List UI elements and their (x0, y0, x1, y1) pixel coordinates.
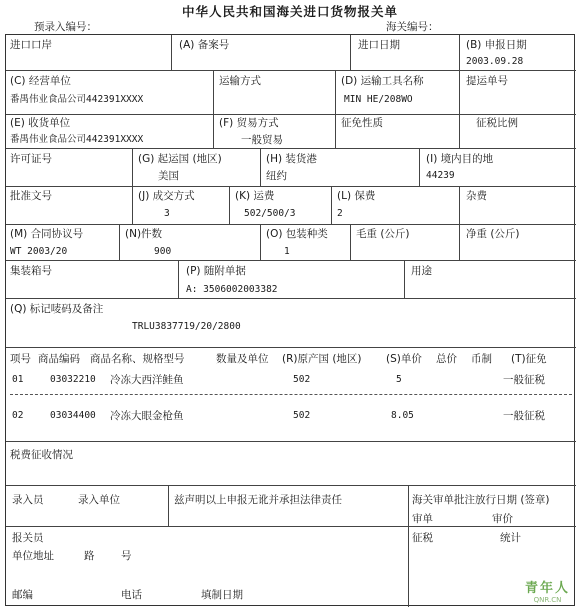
col-divider (260, 224, 261, 260)
declaration-statement: 兹声明以上申报无讹并承担法律责任 (174, 494, 342, 506)
usage-label: 用途 (411, 265, 432, 277)
watermark-url: QNR.CN (533, 596, 562, 604)
goods-header-no: 项号 (10, 353, 31, 365)
price-review-label: 审价 (492, 513, 513, 525)
pieces-value: 900 (154, 246, 172, 257)
approval-label: 批准文号 (10, 190, 52, 202)
col-divider (260, 148, 261, 186)
declare-date-label: (B) 申报日期 (466, 39, 527, 51)
port-label: (H) 装货港 (266, 153, 317, 165)
phone-label: 电话 (121, 589, 142, 601)
tax-ratio-label: 征税比例 (476, 117, 518, 129)
goods-header-tax: (T)征免 (511, 353, 547, 365)
number-label: 号 (121, 550, 132, 562)
import-port-label: 进口口岸 (10, 39, 52, 51)
address-label: 单位地址 (12, 550, 54, 562)
port-value: 纽约 (266, 170, 287, 182)
declarer-label: 报关员 (12, 532, 44, 544)
goods-header-origin: (R)原产国 (地区) (282, 353, 362, 365)
contract-label: (M) 合同协议号 (10, 228, 84, 240)
license-label: 许可证号 (10, 153, 52, 165)
goods-row-name: 冷冻大西洋鲑鱼 (110, 374, 184, 386)
vehicle-label: (D) 运输工具名称 (341, 75, 424, 87)
goods-header-total: 总价 (436, 353, 457, 365)
col-divider (350, 35, 351, 70)
statistics-label: 统计 (500, 532, 521, 544)
tax-section-label: 税费征收情况 (10, 449, 73, 461)
freight-label: (K) 运费 (235, 190, 275, 202)
row-divider (6, 441, 576, 442)
col-divider (331, 186, 332, 224)
package-label: (O) 包装种类 (266, 228, 328, 240)
consignee-value: 番禺伟业食品公司442391XXXX (10, 134, 144, 145)
declare-date-value: 2003.09.28 (466, 56, 524, 67)
goods-row-tax: 一般征税 (503, 374, 545, 386)
trade-value: 一般贸易 (241, 134, 283, 146)
marks-label: (Q) 标记唛码及备注 (10, 303, 104, 315)
goods-row-origin: 502 (293, 410, 311, 421)
goods-header-name: 商品名称、规格型号 (90, 353, 185, 365)
goods-header-price: (S)单价 (386, 353, 422, 365)
goods-row-code: 03032210 (50, 374, 96, 385)
package-value: 1 (284, 246, 290, 257)
review-label: 审单 (412, 513, 433, 525)
exemption-label: 征免性质 (341, 117, 383, 129)
col-divider (419, 148, 420, 186)
road-label: 路 (84, 550, 95, 562)
pieces-label: (N)件数 (125, 228, 163, 240)
col-divider (168, 485, 169, 526)
insurance-value: 2 (337, 208, 343, 219)
col-divider (459, 35, 460, 70)
goods-row-tax: 一般征税 (503, 410, 545, 422)
freight-value: 502/500/3 (244, 208, 296, 219)
postcode-label: 邮编 (12, 589, 33, 601)
destination-label: (I) 境内目的地 (426, 153, 494, 165)
col-divider (335, 70, 336, 114)
row-divider (6, 298, 576, 299)
docs-label: (P) 随附单据 (186, 265, 246, 277)
watermark-text: 青年人 (524, 581, 570, 596)
col-divider (408, 485, 409, 607)
goods-row-price: 5 (396, 374, 402, 385)
col-divider (459, 70, 460, 114)
col-divider (459, 224, 460, 260)
net-weight-label: 净重 (公斤) (466, 228, 520, 240)
col-divider (229, 186, 230, 224)
row-divider (6, 485, 576, 486)
goods-row-separator (10, 394, 572, 395)
tax-collection-label: 征税 (412, 532, 433, 544)
pre-entry-label: 预录入编号： (34, 21, 97, 33)
origin-country-label: (G) 起运国 (地区) (138, 153, 222, 165)
row-divider (6, 347, 576, 348)
bill-label: 提运单号 (466, 75, 508, 87)
insurance-label: (L) 保费 (337, 190, 376, 202)
col-divider (335, 114, 336, 148)
row-divider (6, 224, 576, 225)
row-divider (6, 526, 408, 527)
import-date-label: 进口日期 (358, 39, 400, 51)
goods-row-code: 03034400 (50, 410, 96, 421)
col-divider (350, 224, 351, 260)
row-divider (6, 114, 576, 115)
col-divider (404, 260, 405, 298)
transport-label: 运输方式 (219, 75, 261, 87)
row-divider (408, 526, 576, 527)
goods-row-no: 01 (12, 374, 24, 385)
origin-country-value: 美国 (158, 170, 179, 182)
row-divider (6, 260, 576, 261)
goods-header-currency: 币制 (471, 353, 492, 365)
col-divider (119, 224, 120, 260)
docs-value: A: 3506002003382 (186, 284, 278, 295)
operator-label: (C) 经营单位 (10, 75, 71, 87)
row-divider (6, 148, 576, 149)
release-date-label: 海关审单批注放行日期 (签章) (412, 494, 550, 506)
col-divider (178, 260, 179, 298)
fill-date-label: 填制日期 (201, 589, 243, 601)
goods-header-code: 商品编码 (38, 353, 80, 365)
customs-no-label: 海关编号： (386, 21, 439, 33)
goods-header-qty: 数量及单位 (216, 353, 269, 365)
marks-value: TRLU3837719/20/2800 (132, 321, 241, 332)
col-divider (213, 114, 214, 148)
vehicle-value: MIN HE/208WO (344, 94, 413, 105)
col-divider (132, 148, 133, 186)
consignee-label: (E) 收货单位 (10, 117, 71, 129)
operator-value: 番禺伟业食品公司442391XXXX (10, 94, 144, 105)
row-divider (6, 186, 576, 187)
deal-value: 3 (164, 208, 170, 219)
col-divider (171, 35, 172, 70)
container-label: 集装箱号 (10, 265, 52, 277)
goods-row-no: 02 (12, 410, 24, 421)
watermark-logo (525, 577, 570, 604)
contract-value: WT 2003/20 (10, 246, 68, 257)
goods-row-price: 8.05 (391, 410, 414, 421)
col-divider (459, 186, 460, 224)
goods-row-name: 冷冻大眼金枪鱼 (110, 410, 184, 422)
form-title: 中华人民共和国海关进口货物报关单 (181, 4, 398, 19)
declaration-form (5, 34, 575, 606)
entry-unit-label: 录入单位 (78, 494, 120, 506)
entry-person-label: 录入员 (12, 494, 44, 506)
row-divider (6, 70, 576, 71)
col-divider (459, 114, 460, 148)
gross-weight-label: 毛重 (公斤) (356, 228, 410, 240)
col-divider (132, 186, 133, 224)
misc-label: 杂费 (466, 190, 487, 202)
destination-value: 44239 (426, 170, 455, 181)
goods-row-origin: 502 (293, 374, 311, 385)
col-divider (213, 70, 214, 114)
deal-label: (J) 成交方式 (138, 190, 195, 202)
trade-label: (F) 贸易方式 (219, 117, 279, 129)
record-no-label: (A) 备案号 (179, 39, 230, 51)
